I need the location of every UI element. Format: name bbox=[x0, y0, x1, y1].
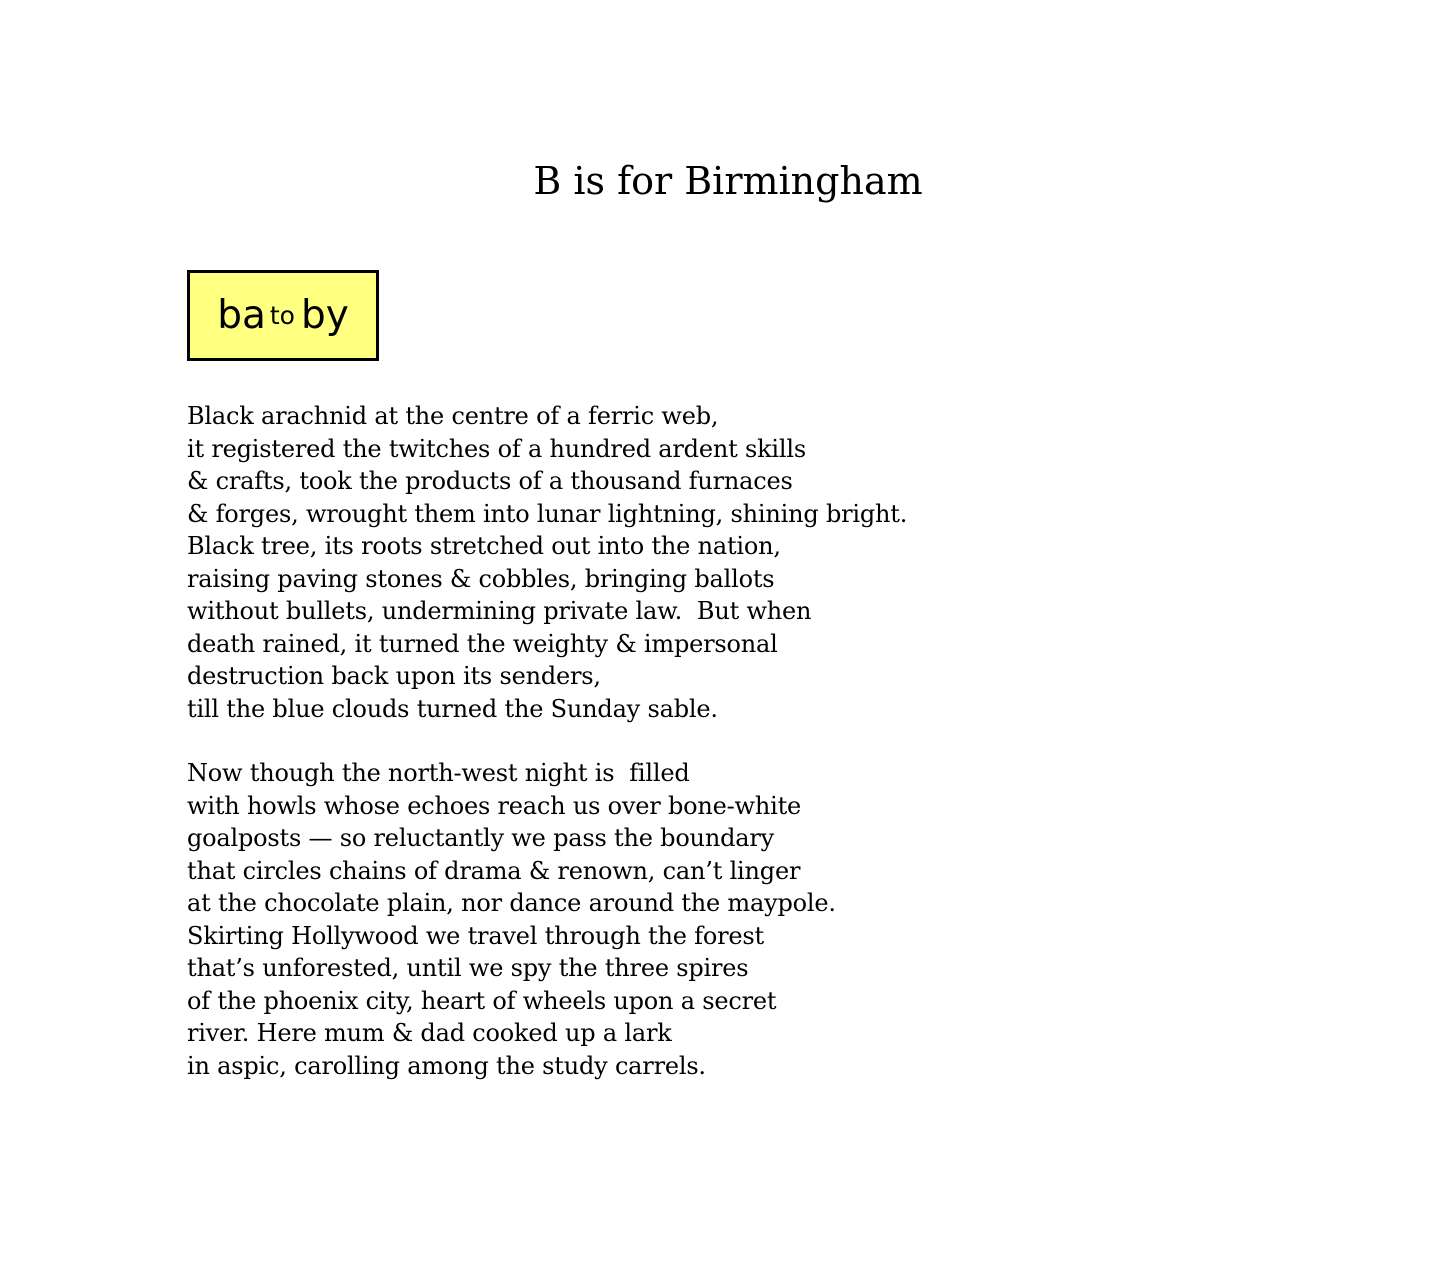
poem-body bbox=[187, 400, 1337, 1082]
poem-line: of the phoenix city, heart of wheels upon a secret bbox=[187, 986, 777, 1015]
poem-line: Black arachnid at the centre of a ferric web, bbox=[187, 402, 719, 430]
page-title: B is for Birmingham bbox=[533, 159, 923, 203]
poem-line: in aspic, carolling among the study carrels. bbox=[187, 1051, 706, 1080]
range-end-label: by bbox=[300, 292, 349, 338]
range-start-label: ba bbox=[217, 292, 266, 338]
poem-line: death rained, it turned the weighty & impersonal bbox=[187, 629, 778, 658]
poem-line: raising paving stones & cobbles, bringing ballots bbox=[187, 564, 775, 593]
poem-line: destruction back upon its senders, bbox=[187, 662, 601, 690]
poem-line: & forges, wrought them into lunar lightning, shining bright. bbox=[187, 499, 908, 528]
poem-line: without bullets, undermining private law. But when bbox=[187, 597, 812, 625]
poem-line: that’s unforested, until we spy the three spires bbox=[187, 954, 749, 982]
range-label-box bbox=[187, 270, 379, 361]
stanza bbox=[187, 757, 1337, 1082]
poem-line: Skirting Hollywood we travel through the forest bbox=[187, 921, 764, 950]
poem-line: goalposts — so reluctantly we pass the boundary bbox=[187, 824, 774, 852]
range-connector-label: to bbox=[269, 300, 295, 330]
poem-line: Black tree, its roots stretched out into the nation, bbox=[187, 532, 781, 560]
poem-line: it registered the twitches of a hundred ardent skills bbox=[187, 434, 806, 463]
poem-line: till the blue clouds turned the Sunday sable. bbox=[187, 694, 718, 723]
poem-line: with howls whose echoes reach us over bone-white bbox=[187, 791, 802, 820]
poem-line: & crafts, took the products of a thousand furnaces bbox=[187, 467, 793, 495]
poem-line: at the chocolate plain, nor dance around the maypole. bbox=[187, 889, 836, 917]
poem-line: that circles chains of drama & renown, can’t linger bbox=[187, 856, 801, 885]
poem-line: river. Here mum & dad cooked up a lark bbox=[187, 1019, 672, 1047]
stanza bbox=[187, 400, 1337, 725]
poem-line: Now though the north-west night is filled bbox=[187, 759, 690, 787]
